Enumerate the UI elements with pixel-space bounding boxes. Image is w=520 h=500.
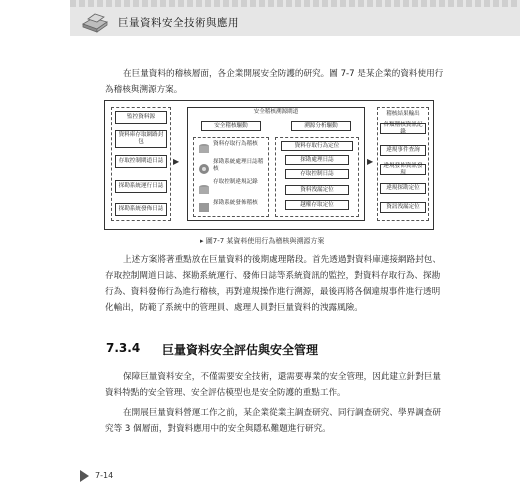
book-logo-icon xyxy=(80,10,110,34)
center-title: 安全稽核溯源閘道 xyxy=(253,109,299,115)
center-left-item: 探勘系統處理日誌稽核 xyxy=(213,159,264,172)
center-right-item: 探勘處理日誌 xyxy=(285,155,349,165)
diagram-left-item: 存取控制閘道日誌 xyxy=(115,155,167,168)
section-number: 7.3.4 xyxy=(106,341,141,355)
arrow-right-icon: ▶ xyxy=(367,157,374,166)
center-right-item: 存取控制日誌 xyxy=(285,169,349,179)
right-item: 資訊洩漏定位 xyxy=(380,202,426,213)
center-right-item: 資料存取行為定位 xyxy=(281,141,353,151)
center-left-item: 探勘系統發佈稽核 xyxy=(213,200,258,206)
right-item: 違規事件查詢 xyxy=(380,145,426,156)
audit-diagram xyxy=(104,100,434,230)
right-title: 稽核結果輸出 xyxy=(386,111,420,117)
diagram-left-item: 探勘系統發佈日誌 xyxy=(115,203,167,216)
arrow-right-icon: ▶ xyxy=(173,157,180,166)
caption-arrow-icon: ▸ xyxy=(200,237,206,245)
center-right-item: 越權存取定位 xyxy=(285,200,349,210)
right-item: 違規發佈資訊發現 xyxy=(380,164,426,175)
diagram-left-item: 探勘系統運行日誌 xyxy=(115,180,167,193)
center-left-item: 存取控制違規記錄 xyxy=(213,179,258,185)
figure-caption: ▸ 圖7-7 某資料使用行為稽核與溯源方案 xyxy=(200,237,325,245)
paragraph-intro: 在巨量資料的稽核層面，各企業開展安全防護的研究。圖 7-7 是某企業的資料使用行為稽核與溯源方案。 xyxy=(105,69,444,95)
diagram-left-item: 監控資料源 xyxy=(115,111,167,124)
header-title: 巨量資料安全技術與應用 xyxy=(118,17,239,29)
center-sub-left: 安全稽核驅動 xyxy=(201,121,261,131)
database-icons xyxy=(197,141,211,215)
right-item: 各類稽核資訊記錄 xyxy=(380,123,426,134)
paragraph-research: 在開展巨量資料營運工作之前，某企業從業主調查研究、同行調查研究、學界調查研究等 3 個層面，對資料應用中的安全與隱私難題進行研究。 xyxy=(105,408,441,434)
paragraph-analysis: 上述方案將著重點放在巨量資料的後期處理階段。首先透過對資料庫連接網路封包、存取控制閘道日誌、探勘系統運行、發佈日誌等系統資訊的監控，對資料存取行為、探勘行為、資料發佈行為進行稽核，再對違規操作進行溯源，最後再將各個違規事件進行透明化輸出，防範了系統中的管理員、處理人員對巨量資料的洩露風險。 xyxy=(105,255,441,313)
paragraph-management: 保障巨量資料安全，不僅需要安全技術，還需要專業的安全管理，因此建立針對巨量資料特點的安全管理、安全評估模型也是安全防護的重點工作。 xyxy=(105,372,441,398)
center-right-item: 資料洩漏定位 xyxy=(285,185,349,195)
center-left-item: 資料存取行為稽核 xyxy=(213,141,258,147)
page-marker-icon xyxy=(80,470,89,482)
right-item: 違規探勘定位 xyxy=(380,183,426,194)
diagram-left-item: 資料庫存取網路封包 xyxy=(115,130,167,148)
left-margin xyxy=(0,0,70,500)
center-sub-right: 溯源分析驅動 xyxy=(291,121,351,131)
page-number: 7-14 xyxy=(95,471,114,480)
section-title: 巨量資料安全評估與安全管理 xyxy=(162,343,319,357)
